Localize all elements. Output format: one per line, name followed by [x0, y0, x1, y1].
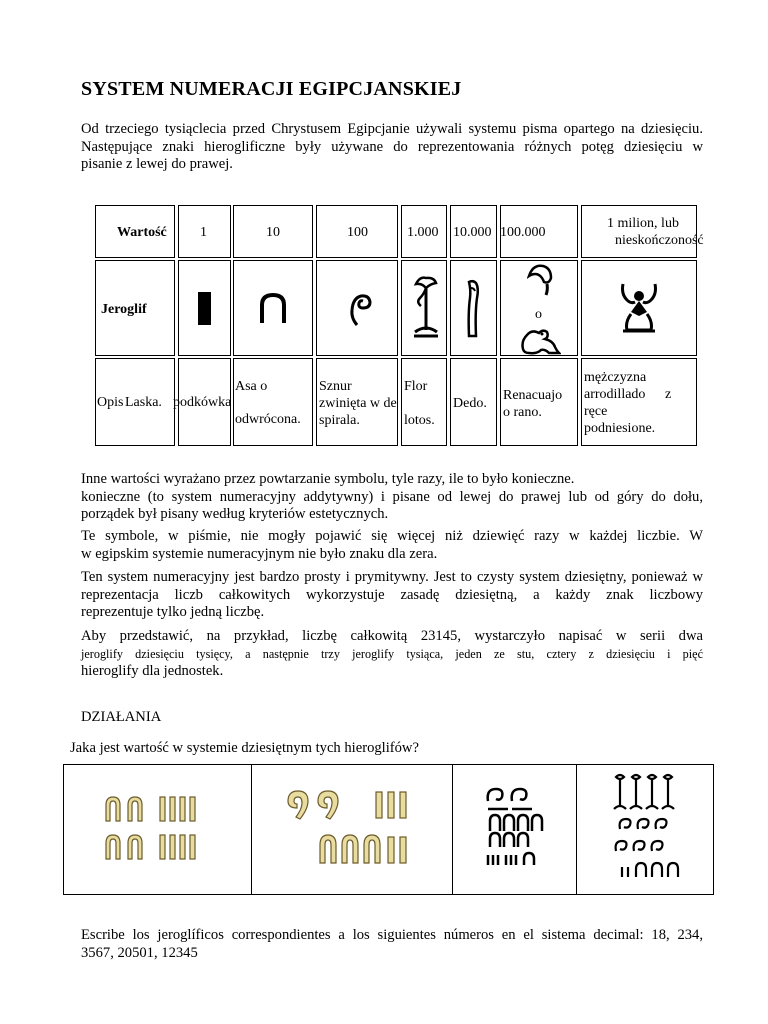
finger-icon — [463, 278, 483, 340]
paragraph-line: Ten system numeracyjny jest bardzo prosty i prymitywny. Jest to czysty system dziesiętny, ponieważ w — [81, 569, 703, 585]
paragraph-line: reprezentacja liczb całkowitych wykorzystuje zasadę dziesiętną, a każdy znak liczbowy — [81, 586, 703, 603]
paragraph-line: w egipskim systemie numeracyjnym nie było znaku dla zera. — [81, 545, 438, 562]
desc-tadpole-line: o rano. — [503, 405, 542, 420]
desc-lotus-line: Flor — [404, 379, 428, 394]
god-heh-icon — [617, 282, 661, 334]
page-title: SYSTEM NUMERACJI EGIPCJANSKIEJ — [81, 78, 462, 100]
desc-lotus-line: lotos. — [404, 413, 435, 428]
exercise-glyphs-3 — [482, 783, 548, 869]
paragraph-line: hieroglify dla jednostek. — [81, 663, 224, 679]
intro-paragraph — [81, 121, 703, 174]
desc-rope-line: spirala. — [319, 413, 360, 428]
paragraph-decimal — [81, 569, 703, 622]
value-100: 100 — [347, 225, 368, 240]
heel-bone-icon — [257, 291, 289, 325]
exercise-glyphs-4 — [610, 773, 680, 883]
intro-line: pisanie z lewej do prawej. — [81, 156, 233, 172]
desc-stroke: Laska. — [125, 395, 162, 410]
exercise-divider — [251, 764, 252, 895]
desc-heh-line: z — [665, 387, 672, 402]
paragraph-line: jeroglify dziesięciu tysięcy, a następnie trzy jeroglify tysiąca, jeden ze stu, cztery z dziesięciu i pięć — [81, 646, 703, 661]
intro-line: Od trzeciego tysiąclecia przed Chrystusem Egipcjanie używali systemu pisma opartego na dziesięciu. — [81, 121, 703, 137]
table-cell — [233, 358, 313, 446]
question-text: Jaka jest wartość w systemie dziesiętnym tych hieroglifów? — [70, 740, 419, 756]
row-header-value: Wartość — [117, 225, 167, 240]
desc-rope-line: zwinięta w de — [319, 396, 397, 411]
paragraph-example — [81, 628, 703, 681]
row-header-desc: Opis — [97, 395, 124, 410]
section-heading: DZIAŁANIA — [81, 709, 162, 725]
value-1000: 1.000 — [407, 225, 439, 240]
desc-heel-line: odwrócona. — [235, 412, 301, 427]
row-header-glyph: Jeroglif — [101, 302, 147, 317]
value-10: 10 — [266, 225, 280, 240]
value-infinity: nieskończoność — [615, 233, 704, 248]
tadpole-bird-icon — [527, 262, 555, 298]
desc-heh-line: arrodillado — [584, 387, 646, 402]
paragraph-line: Te symbole, w piśmie, nie mogły pojawić się więcej niż dziewięć razy w każdej liczbie. W — [81, 528, 703, 544]
table-cell — [401, 358, 447, 446]
stroke-icon — [196, 290, 214, 328]
paragraph-line: Aby przedstawić, na przykład, liczbę całkowitą 23145, wystarczyło napisać w serii dwa — [81, 628, 703, 644]
desc-heel-line: Asa o — [235, 379, 268, 394]
lotus-icon — [410, 274, 440, 340]
paragraph-symbols — [81, 528, 703, 563]
paragraph-line: porządek był pisany według kryteriów estetycznych. — [81, 506, 389, 522]
exercise-glyphs-2 — [284, 787, 414, 867]
desc-heh-line: ręce — [584, 404, 608, 419]
paragraph-repetition — [81, 471, 703, 524]
value-1: 1 — [200, 225, 207, 240]
desc-heh-line: podniesione. — [584, 421, 656, 436]
value-100000: 100.000 — [500, 225, 546, 240]
paragraph-line: Inne wartości wyrażano przez powtarzanie symbolu, tyle razy, ile to było konieczne. — [81, 471, 575, 487]
value-million: 1 milion, lub — [607, 216, 679, 231]
desc-heel: podkówka — [173, 395, 232, 410]
coil-rope-icon — [343, 288, 375, 328]
paragraph-line: konieczne (to system numeracyjny addytywny) i pisane od lewej do prawej lub od góry do dołu, — [81, 488, 703, 505]
paragraph-line: reprezentuje tylko jedną liczbę. — [81, 604, 265, 620]
frog-icon — [519, 323, 561, 356]
exercise-line: Escribe los jeroglíficos correspondientes a los siguientes números en el sistema decimal: 18, 234, — [81, 927, 703, 943]
desc-tadpole-line: Renacuajo — [503, 388, 563, 403]
desc-finger: Dedo. — [453, 396, 487, 411]
exercise-divider — [452, 764, 453, 895]
exercise-divider — [576, 764, 577, 895]
glyph-or-label: o — [535, 307, 542, 322]
exercise-instruction — [81, 927, 703, 962]
desc-rope-line: Sznur — [319, 379, 352, 394]
value-10000: 10.000 — [453, 225, 492, 240]
desc-heh-line: mężczyzna — [584, 370, 647, 385]
exercise-glyphs-1 — [104, 793, 208, 863]
exercise-line: 3567, 20501, 12345 — [81, 944, 198, 961]
intro-line: Następujące znaki hieroglificzne były używane do reprezentowania różnych potęg dziesięciu w — [81, 138, 703, 155]
